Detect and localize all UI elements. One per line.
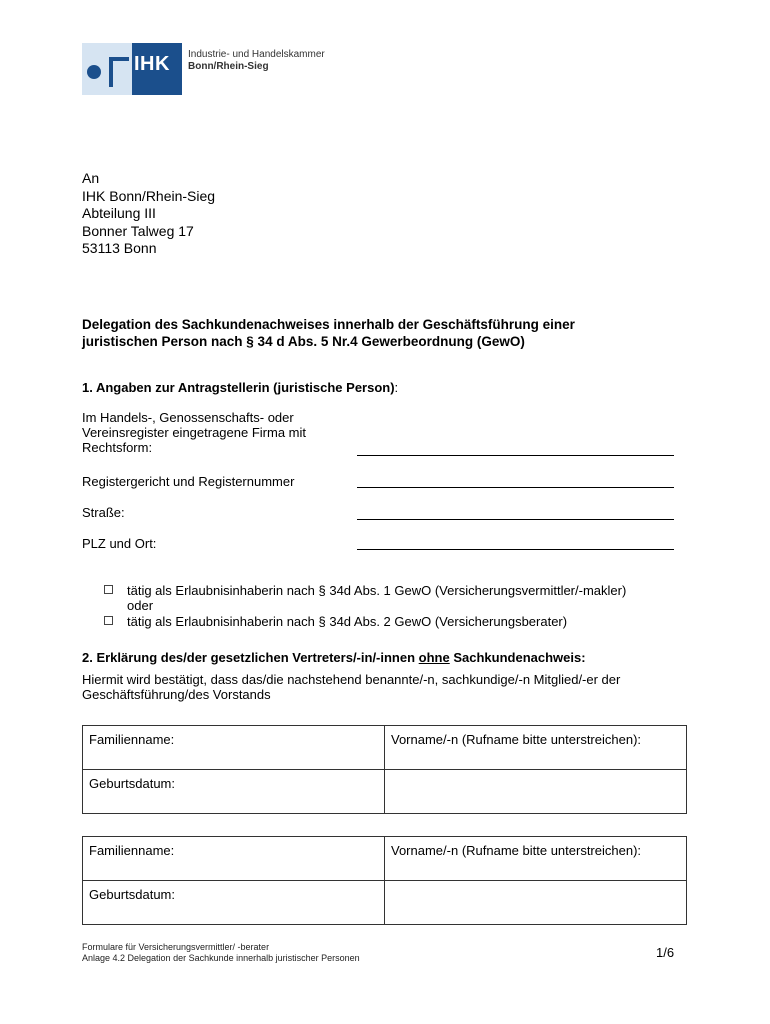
option-34d-abs2[interactable]: tätig als Erlaubnisinhaberin nach § 34d Abs. 2 GewO (Versicherungsberater) xyxy=(104,614,567,629)
person-table-2 xyxy=(82,836,687,925)
ihk-logo xyxy=(82,43,332,95)
document-title: Delegation des Sachkundenachweises innerhalb der Geschäftsführung einer juristischen Person nach § 34 d Abs. 5 Nr.4 Gewerbeordnung (GewO) xyxy=(82,317,575,349)
company-name-label: Im Handels-, Genossenschafts- oder Vereinsregister eingetragene Firma mit Rechtsform: xyxy=(82,410,306,455)
register-label: Registergericht und Registernummer xyxy=(82,474,295,489)
first-name-cell[interactable]: Vorname/-n (Rufname bitte unterstreichen): xyxy=(385,837,687,881)
family-name-cell[interactable]: Familienname: xyxy=(83,837,385,881)
or-label: oder xyxy=(127,598,154,613)
logo-dot-icon xyxy=(87,65,101,79)
option-34d-abs1[interactable]: tätig als Erlaubnisinhaberin nach § 34d Abs. 1 GewO (Versicherungsvermittler/-makler) xyxy=(104,583,626,598)
street-field[interactable] xyxy=(357,505,674,520)
checkbox-icon[interactable] xyxy=(104,585,113,594)
logo-text: Industrie- und Handelskammer Bonn/Rhein-Sieg xyxy=(188,49,325,72)
checkbox-icon[interactable] xyxy=(104,616,113,625)
birth-date-cell[interactable]: Geburtsdatum: xyxy=(83,770,385,814)
first-name-cell[interactable]: Vorname/-n (Rufname bitte unterstreichen): xyxy=(385,726,687,770)
section2-heading: 2. Erklärung des/der gesetzlichen Vertreters/-in/-innen ohne Sachkundenachweis: xyxy=(82,650,586,665)
family-name-cell[interactable]: Familienname: xyxy=(83,726,385,770)
page-number: 1/6 xyxy=(656,945,675,960)
person-table-1 xyxy=(82,725,687,814)
street-label: Straße: xyxy=(82,505,125,520)
register-field[interactable] xyxy=(357,473,674,488)
page-footer: Formulare für Versicherungsvermittler/ -berater Anlage 4.2 Delegation der Sachkunde innerhalb juristischer Personen xyxy=(82,942,360,963)
empty-cell[interactable] xyxy=(385,881,687,925)
empty-cell[interactable] xyxy=(385,770,687,814)
recipient-address: An IHK Bonn/Rhein-Sieg Abteilung III Bonner Talweg 17 53113 Bonn xyxy=(82,170,216,256)
section1-heading: 1. Angaben zur Antragstellerin (juristische Person): xyxy=(82,380,399,395)
zip-city-field[interactable] xyxy=(357,535,674,550)
birth-date-cell[interactable]: Geburtsdatum: xyxy=(83,881,385,925)
zip-city-label: PLZ und Ort: xyxy=(82,536,157,551)
logo-brand: IHK xyxy=(134,53,170,75)
company-name-field[interactable] xyxy=(357,441,674,456)
section2-paragraph: Hiermit wird bestätigt, dass das/die nachstehend benannte/-n, sachkundige/-n Mitglied/-er der Geschäftsführung/des Vorstands xyxy=(82,672,621,702)
logo-mark xyxy=(82,43,182,95)
